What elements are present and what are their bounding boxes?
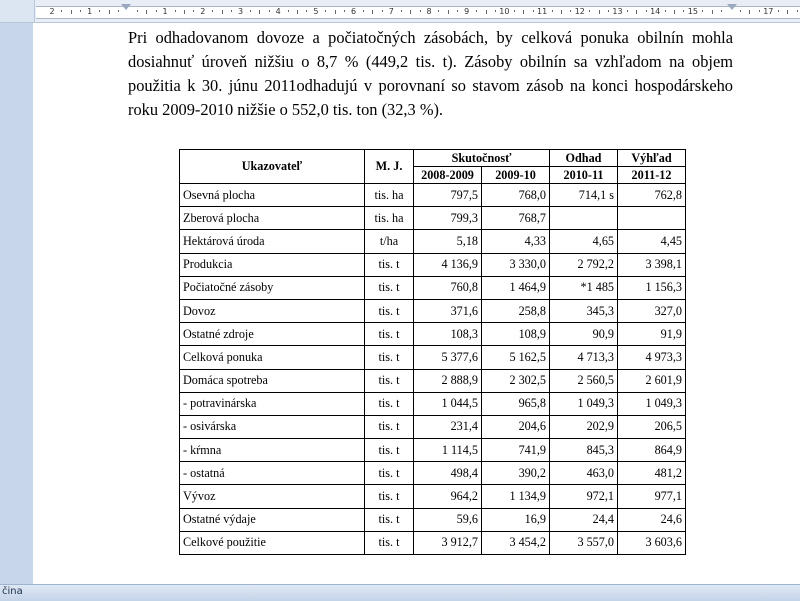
row-value: 964,2 [414, 485, 482, 508]
header-year: 2010-11 [550, 167, 618, 184]
row-value: 1 156,3 [618, 276, 686, 299]
ruler-tick [627, 10, 628, 12]
row-unit: tis. t [365, 485, 414, 508]
row-value: 972,1 [550, 485, 618, 508]
ruler-tick [372, 10, 373, 14]
ruler-number: 6 [351, 7, 357, 16]
row-value: *1 485 [550, 276, 618, 299]
ruler-tick [184, 10, 185, 14]
row-label: Osevná plocha [180, 184, 365, 207]
table-row [180, 299, 686, 322]
row-unit: tis. t [365, 508, 414, 531]
ruler-tick [646, 10, 647, 12]
row-value: 4,33 [482, 230, 550, 253]
row-unit: tis. t [365, 276, 414, 299]
row-value: 206,5 [618, 415, 686, 438]
row-value: 3 557,0 [550, 531, 618, 554]
row-value [618, 207, 686, 230]
row-value: 762,8 [618, 184, 686, 207]
ruler-tick [344, 10, 345, 12]
ruler-tick [363, 10, 364, 12]
row-value: 845,3 [550, 439, 618, 462]
row-value: 202,9 [550, 415, 618, 438]
row-label: Celkové použitie [180, 531, 365, 554]
header-actual: Skutočnosť [414, 150, 550, 167]
horizontal-ruler[interactable] [0, 0, 800, 23]
header-year: 2008-2009 [414, 167, 482, 184]
row-value: 498,4 [414, 462, 482, 485]
header-year: 2009-10 [482, 167, 550, 184]
cereal-balance-table [179, 149, 686, 555]
ruler-tick [175, 10, 176, 12]
row-value: 24,6 [618, 508, 686, 531]
ruler-tick [382, 10, 383, 12]
ruler-tick [250, 10, 251, 12]
ruler-tick [552, 10, 553, 12]
table-row [180, 369, 686, 392]
ruler-tick [570, 10, 571, 12]
document-page[interactable] [33, 23, 800, 584]
ruler-tick [589, 10, 590, 12]
ruler-tick [61, 10, 62, 12]
row-value: 2 560,5 [550, 369, 618, 392]
row-value: 3 398,1 [618, 253, 686, 276]
ruler-strip[interactable] [36, 6, 800, 19]
ruler-tick [438, 10, 439, 12]
ruler-number: 1 [87, 7, 93, 16]
ruler-tick [306, 10, 307, 12]
row-value: 1 044,5 [414, 392, 482, 415]
ruler-tick [118, 10, 119, 12]
row-value: 345,3 [550, 299, 618, 322]
ruler-tick [721, 10, 722, 12]
row-label: - ostatná [180, 462, 365, 485]
ruler-tick [401, 10, 402, 12]
header-indicator: Ukazovateľ [180, 150, 365, 184]
ruler-number: 14 [650, 7, 661, 16]
ruler-tick [778, 10, 779, 12]
ruler-tick [410, 10, 411, 14]
row-unit: t/ha [365, 230, 414, 253]
header-estimate: Odhad [550, 150, 618, 167]
row-unit: tis. t [365, 439, 414, 462]
ruler-number: 17 [763, 7, 774, 16]
row-value: 1 049,3 [618, 392, 686, 415]
row-value: 4 136,9 [414, 253, 482, 276]
row-unit: tis. ha [365, 184, 414, 207]
row-value: 204,6 [482, 415, 550, 438]
row-value: 1 134,9 [482, 485, 550, 508]
row-unit: tis. ha [365, 207, 414, 230]
ruler-tick [420, 10, 421, 12]
row-value: 768,0 [482, 184, 550, 207]
row-value: 3 912,7 [414, 531, 482, 554]
ruler-number: 7 [388, 7, 394, 16]
ruler-number: 4 [275, 7, 281, 16]
row-label: Vývoz [180, 485, 365, 508]
row-label: Celková ponuka [180, 346, 365, 369]
row-value: 799,3 [414, 207, 482, 230]
right-indent-marker[interactable] [727, 4, 737, 10]
status-bar [0, 584, 800, 601]
row-value: 4,45 [618, 230, 686, 253]
ruler-tick [787, 10, 788, 14]
row-unit: tis. t [365, 323, 414, 346]
ruler-tick [297, 10, 298, 14]
ruler-number: 15 [687, 7, 698, 16]
row-value: 977,1 [618, 485, 686, 508]
ruler-tick [476, 10, 477, 12]
table-row [180, 531, 686, 554]
row-value: 481,2 [618, 462, 686, 485]
row-value: 16,9 [482, 508, 550, 531]
ruler-tick [156, 10, 157, 12]
row-label: Ostatné zdroje [180, 323, 365, 346]
row-value: 108,3 [414, 323, 482, 346]
row-unit: tis. t [365, 392, 414, 415]
ruler-number: 2 [49, 7, 55, 16]
ruler-tick [523, 10, 524, 14]
row-value [550, 207, 618, 230]
row-unit: tis. t [365, 531, 414, 554]
ruler-tick [495, 10, 496, 12]
ruler-tick [712, 10, 713, 14]
ruler-number: 2 [200, 7, 206, 16]
row-label: - potravinárska [180, 392, 365, 415]
row-label: - osivárska [180, 415, 365, 438]
ruler-tick [193, 10, 194, 12]
ruler-tick [457, 10, 458, 12]
ruler-tick [514, 10, 515, 12]
ruler-tick [448, 10, 449, 14]
row-value: 258,8 [482, 299, 550, 322]
ruler-tick [665, 10, 666, 12]
row-value: 760,8 [414, 276, 482, 299]
ruler-tick [636, 10, 637, 14]
ruler-tick [702, 10, 703, 12]
ruler-tick [212, 10, 213, 12]
row-unit: tis. t [365, 346, 414, 369]
ruler-tick [749, 10, 750, 14]
row-value: 231,4 [414, 415, 482, 438]
row-value: 5 162,5 [482, 346, 550, 369]
row-label: - kŕmna [180, 439, 365, 462]
row-value: 5 377,6 [414, 346, 482, 369]
ruler-tick [259, 10, 260, 14]
row-value: 3 330,0 [482, 253, 550, 276]
row-unit: tis. t [365, 253, 414, 276]
ruler-number: 11 [537, 7, 548, 16]
ruler-tick [222, 10, 223, 14]
row-label: Zberová plocha [180, 207, 365, 230]
ruler-tick [759, 10, 760, 12]
ruler-tick [533, 10, 534, 12]
row-label: Počiatočné zásoby [180, 276, 365, 299]
row-value: 4,65 [550, 230, 618, 253]
ruler-tick [599, 10, 600, 14]
ruler-tick [797, 10, 798, 12]
row-label: Domáca spotreba [180, 369, 365, 392]
row-value: 768,7 [482, 207, 550, 230]
table-row [180, 346, 686, 369]
table-row [180, 392, 686, 415]
ruler-number: 12 [574, 7, 585, 16]
table-row [180, 207, 686, 230]
row-unit: tis. t [365, 415, 414, 438]
row-value: 2 792,2 [550, 253, 618, 276]
row-value: 797,5 [414, 184, 482, 207]
ruler-tick [740, 10, 741, 12]
ruler-number: 5 [313, 7, 319, 16]
row-value: 965,8 [482, 392, 550, 415]
row-value: 91,9 [618, 323, 686, 346]
table-row [180, 508, 686, 531]
row-value: 2 888,9 [414, 369, 482, 392]
row-label: Hektárová úroda [180, 230, 365, 253]
row-label: Dovoz [180, 299, 365, 322]
ruler-tick [325, 10, 326, 12]
ruler-tick [335, 10, 336, 14]
ruler-tick [674, 10, 675, 14]
table-row [180, 230, 686, 253]
ruler-number: 1 [162, 7, 168, 16]
table-row [180, 323, 686, 346]
row-value: 1 114,5 [414, 439, 482, 462]
row-value: 1 464,9 [482, 276, 550, 299]
row-value: 2 601,9 [618, 369, 686, 392]
language-indicator[interactable]: čina [2, 586, 23, 597]
ruler-tick [146, 10, 147, 14]
ruler-tick [608, 10, 609, 12]
row-unit: tis. t [365, 369, 414, 392]
row-value: 714,1 s [550, 184, 618, 207]
table-row [180, 253, 686, 276]
table-row [180, 439, 686, 462]
row-value: 5,18 [414, 230, 482, 253]
header-year: 2011-12 [618, 167, 686, 184]
ruler-number: 9 [464, 7, 470, 16]
row-value: 390,2 [482, 462, 550, 485]
table-row [180, 462, 686, 485]
table-row [180, 276, 686, 299]
row-value: 24,4 [550, 508, 618, 531]
ruler-tick [71, 10, 72, 14]
ruler-number: 13 [612, 7, 623, 16]
ruler-tick [288, 10, 289, 12]
row-value: 2 302,5 [482, 369, 550, 392]
table-row [180, 485, 686, 508]
ruler-tick [683, 10, 684, 12]
ruler-tick [561, 10, 562, 14]
row-label: Produkcia [180, 253, 365, 276]
row-value: 371,6 [414, 299, 482, 322]
ruler-tick [109, 10, 110, 14]
body-paragraph: Pri odhadovanom dovoze a počiatočných zásobách, by celková ponuka obilnín mohla dosiahnuť úroveň nižšiu o 8,7 % (449,2 tis. t). Zásoby obilnín sa vzhľadom na objem použitia k 30. júnu 2011odhadujú v porovnaní so stavom zásob na konci hospodárskeho roku 2009-2010 nižšie o 552,0 tis. ton (32,3 %). [128, 28, 733, 119]
ruler-number: 10 [499, 7, 510, 16]
header-forecast: Výhľad [618, 150, 686, 167]
table-row [180, 415, 686, 438]
ruler-tick [231, 10, 232, 12]
row-value: 90,9 [550, 323, 618, 346]
ruler-tick [137, 10, 138, 12]
ruler-number: 3 [237, 7, 244, 16]
row-unit: tis. t [365, 462, 414, 485]
row-value: 59,6 [414, 508, 482, 531]
row-label: Ostatné výdaje [180, 508, 365, 531]
row-value: 864,9 [618, 439, 686, 462]
ruler-number: 8 [426, 7, 432, 16]
ruler-tick [99, 10, 100, 12]
row-value: 3 454,2 [482, 531, 550, 554]
row-value: 3 603,6 [618, 531, 686, 554]
left-indent-marker[interactable] [121, 4, 131, 10]
ruler-corner [0, 0, 35, 22]
row-value: 108,9 [482, 323, 550, 346]
ruler-tick [80, 10, 81, 12]
row-value: 4 973,3 [618, 346, 686, 369]
table-row [180, 184, 686, 207]
row-value: 1 049,3 [550, 392, 618, 415]
row-value: 4 713,3 [550, 346, 618, 369]
ruler-tick [486, 10, 487, 14]
row-value: 463,0 [550, 462, 618, 485]
ruler-tick [269, 10, 270, 12]
row-value: 741,9 [482, 439, 550, 462]
header-unit: M. J. [365, 150, 414, 184]
row-unit: tis. t [365, 299, 414, 322]
row-value: 327,0 [618, 299, 686, 322]
